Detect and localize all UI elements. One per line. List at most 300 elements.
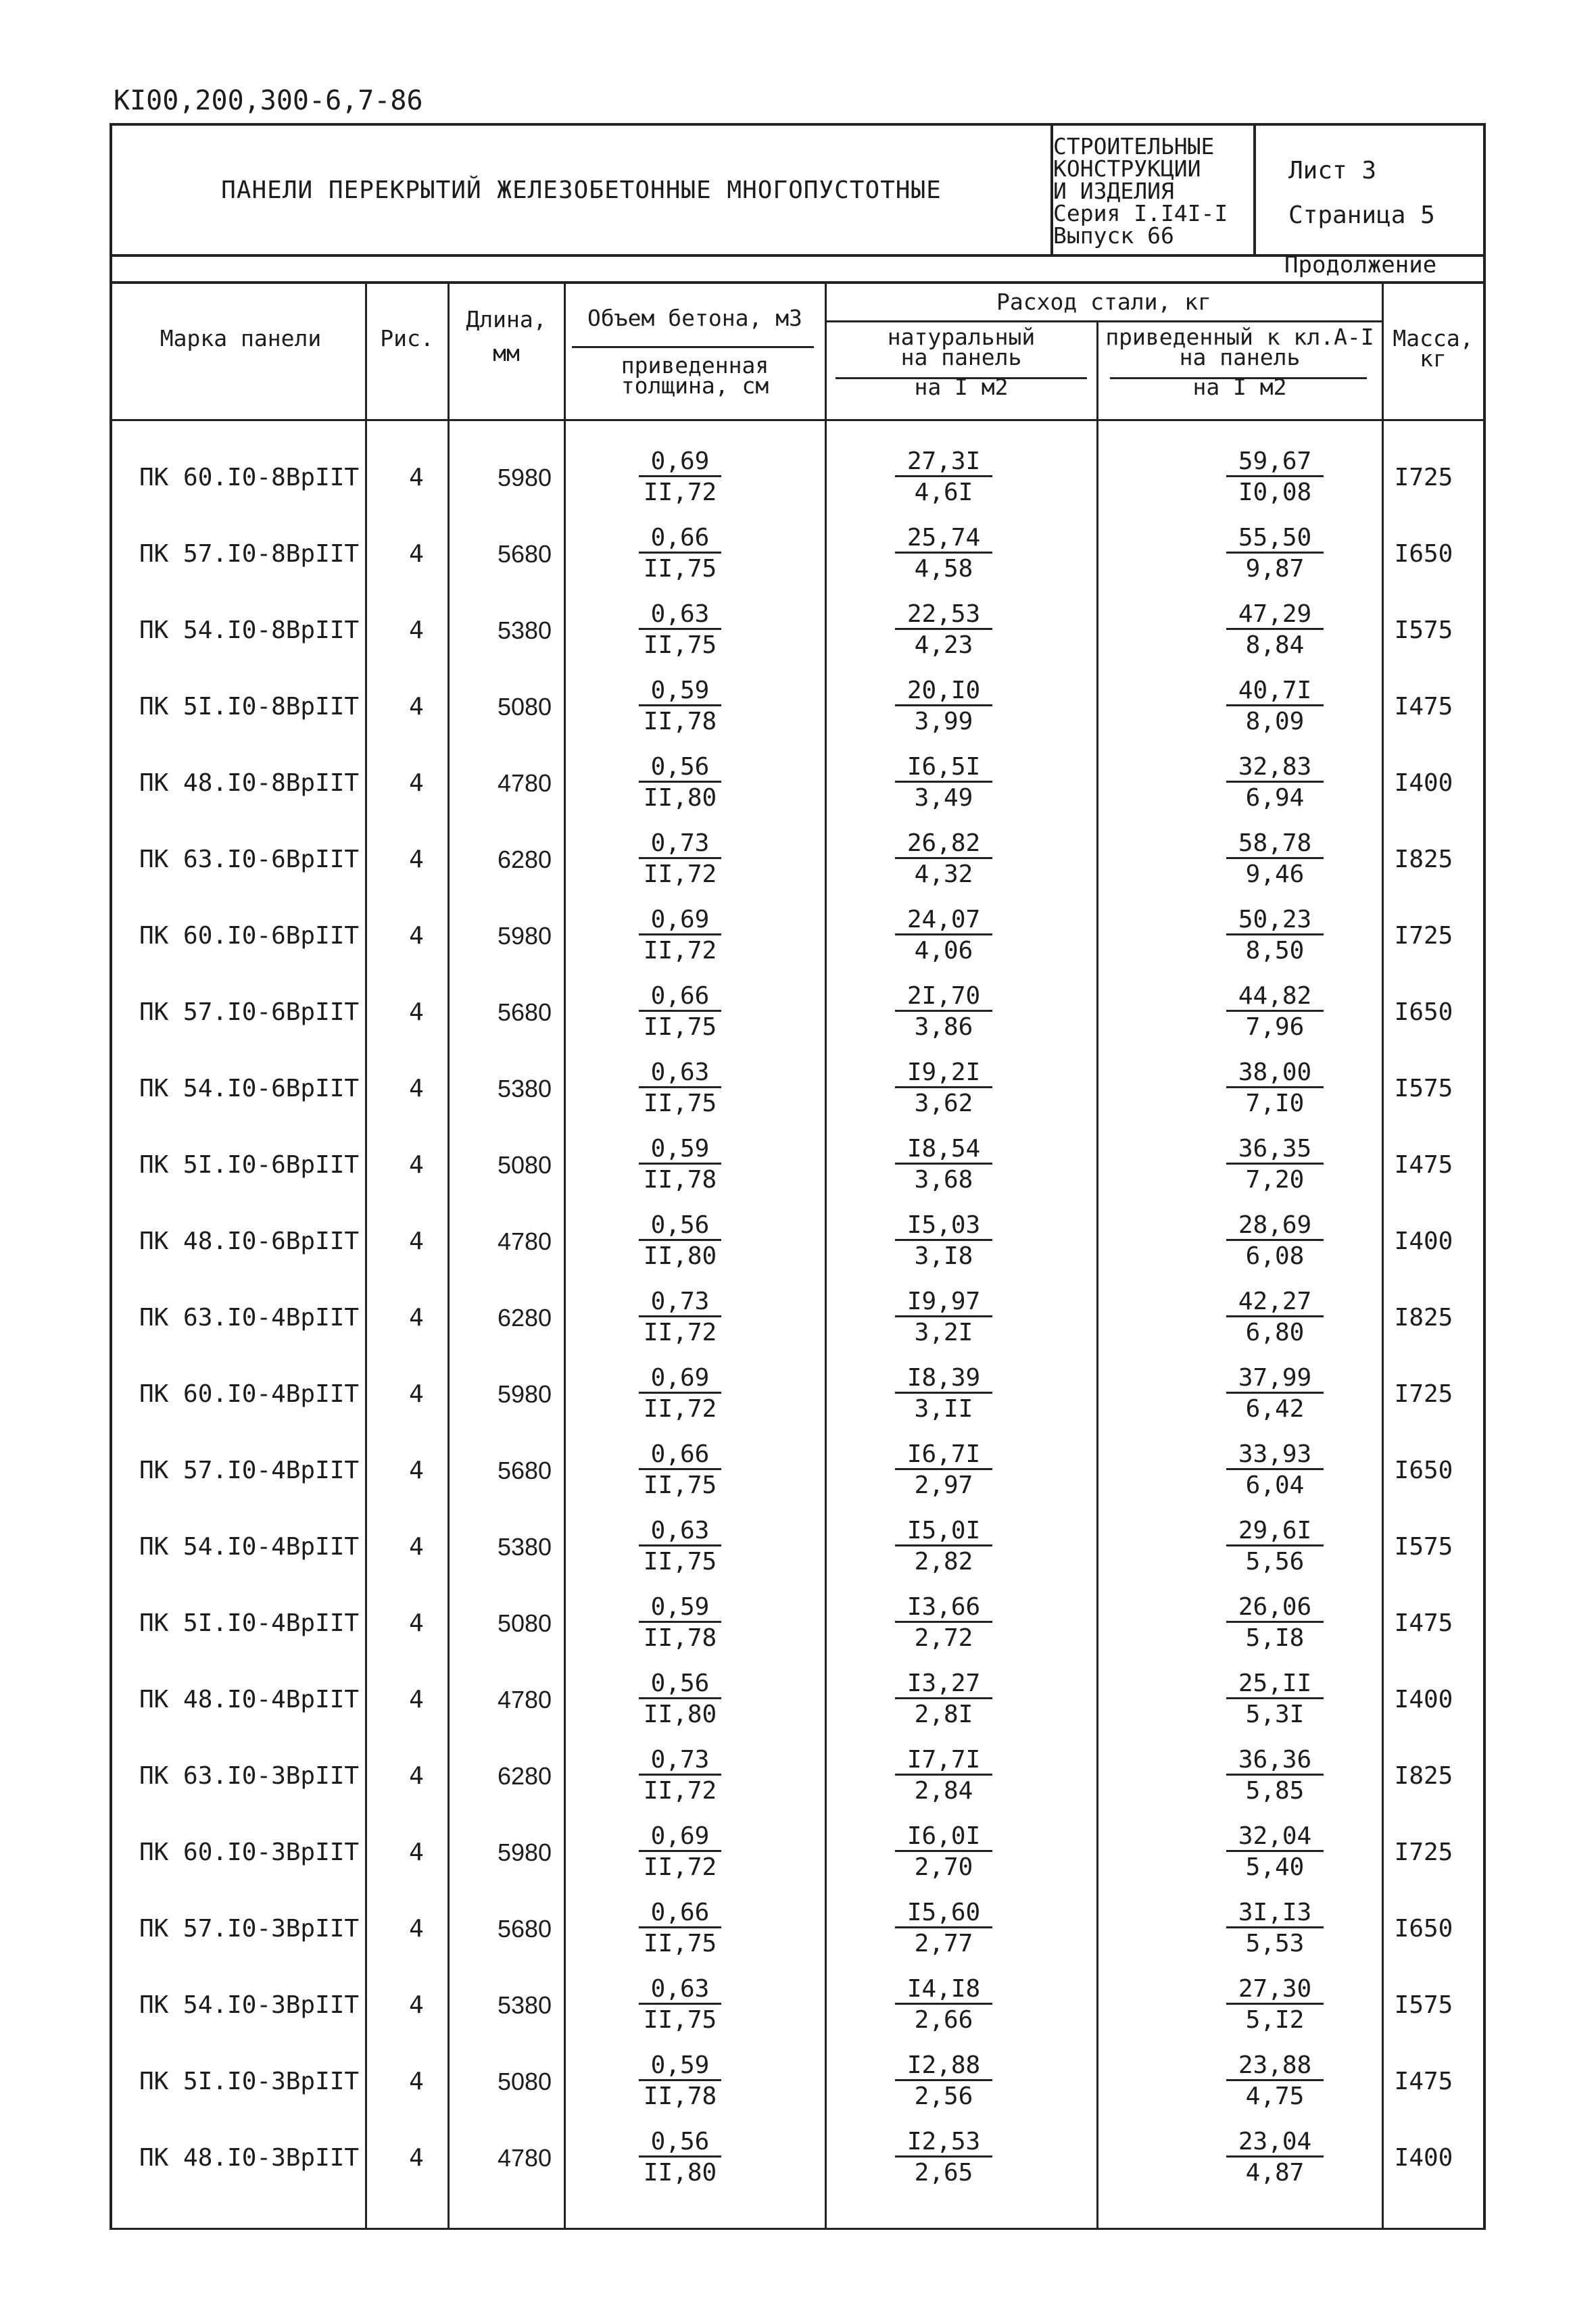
steel-natural	[842, 524, 1045, 585]
panel-mark: ПК 48.I0-6ВрIIТ	[139, 1227, 360, 1255]
steel-reduced-panel: 3I,I3	[1226, 1899, 1324, 1928]
figure-number: 4	[409, 1075, 424, 1102]
steel-natural-m2: 2,77	[914, 1930, 973, 1957]
panel-mass: I475	[1394, 2068, 1453, 2095]
thickness-value: II,72	[643, 1853, 717, 1881]
table-row	[112, 524, 1483, 591]
steel-natural-m2: 2,97	[914, 1471, 973, 1499]
figure-number: 4	[409, 1380, 424, 1408]
panel-mass: I825	[1394, 1304, 1453, 1332]
steel-reduced	[1174, 1058, 1376, 1119]
col-mass	[1383, 325, 1483, 372]
steel-natural	[842, 1670, 1045, 1730]
steel-reduced	[1174, 600, 1376, 661]
thickness-value: II,75	[643, 555, 717, 583]
steel-reduced-m2: 6,42	[1245, 1395, 1305, 1423]
table-row	[112, 1899, 1483, 1966]
panel-mass: I725	[1394, 1838, 1453, 1866]
steel-reduced	[1174, 1822, 1376, 1883]
table-row	[112, 2051, 1483, 2119]
volume-value: 0,73	[639, 830, 722, 859]
table-row	[112, 1593, 1483, 1661]
header-bottom-rule	[112, 419, 1483, 421]
concrete-volume	[579, 2051, 781, 2112]
steel-reduced-panel: 47,29	[1226, 601, 1324, 630]
col-thickness-line: приведенная	[621, 352, 769, 379]
panel-length: 6280	[497, 846, 552, 873]
table-row	[112, 1211, 1483, 1279]
steel-reduced-m2: 4,87	[1245, 2159, 1305, 2187]
steel-reduced-m2: 7,I0	[1245, 1090, 1305, 1117]
col-mass-line: Масса,	[1393, 325, 1474, 351]
steel-natural	[842, 1058, 1045, 1119]
steel-natural-m2: 4,32	[914, 860, 973, 888]
concrete-volume	[579, 600, 781, 661]
document-title: ПАНЕЛИ ПЕРЕКРЫТИЙ ЖЕЛЕЗОБЕТОННЫЕ МНОГОПУСТОТНЫЕ	[112, 126, 1053, 254]
steel-natural-m2: 2,56	[914, 2082, 973, 2110]
table-row	[112, 1364, 1483, 1432]
volume-value: 0,63	[639, 1976, 722, 2005]
col-reduced-line: на панель	[1179, 344, 1301, 370]
table-row	[112, 1822, 1483, 1890]
panel-mass: I575	[1394, 1533, 1453, 1561]
panel-mass: I475	[1394, 1609, 1453, 1637]
steel-reduced	[1174, 1135, 1376, 1196]
steel-natural	[842, 2128, 1045, 2189]
steel-natural-m2: 3,68	[914, 1166, 973, 1194]
steel-natural-panel: I6,5I	[895, 754, 992, 783]
concrete-volume	[579, 2128, 781, 2189]
steel-natural	[842, 1211, 1045, 1272]
steel-reduced-panel: 58,78	[1226, 830, 1324, 859]
panel-length: 5380	[497, 1075, 552, 1102]
steel-natural-panel: 27,3I	[895, 448, 992, 477]
steel-reduced-panel: 28,69	[1226, 1212, 1324, 1241]
table-frame	[110, 123, 1486, 2230]
panel-length: 5980	[497, 464, 552, 491]
series-block	[1053, 135, 1249, 247]
steel-reduced-m2: 7,96	[1245, 1013, 1305, 1041]
steel-natural	[842, 1975, 1045, 2036]
figure-number: 4	[409, 693, 424, 721]
panel-length: 5080	[497, 1151, 552, 1179]
thickness-value: II,80	[643, 2159, 717, 2187]
steel-reduced-panel: 23,88	[1226, 2052, 1324, 2081]
steel-reduced-panel: 25,II	[1226, 1670, 1324, 1699]
figure-number: 4	[409, 1762, 424, 1790]
steel-reduced	[1174, 1440, 1376, 1501]
steel-natural-m2: 3,II	[914, 1395, 973, 1423]
volume-value: 0,69	[639, 906, 722, 935]
panel-mark: ПК 63.I0-6ВрIIТ	[139, 846, 360, 873]
steel-reduced	[1174, 1364, 1376, 1425]
steel-natural-m2: 4,6I	[914, 479, 973, 506]
table-row	[112, 982, 1483, 1050]
steel-reduced	[1174, 1746, 1376, 1807]
steel-natural-m2: 4,06	[914, 937, 973, 965]
concrete-volume	[579, 829, 781, 890]
concrete-volume	[579, 524, 781, 585]
concrete-volume	[579, 1288, 781, 1348]
panel-mass: I650	[1394, 1915, 1453, 1943]
steel-natural	[842, 600, 1045, 661]
steel-natural	[842, 1440, 1045, 1501]
steel-reduced	[1174, 906, 1376, 967]
thickness-value: II,78	[643, 1166, 717, 1194]
figure-number: 4	[409, 1533, 424, 1561]
title-block	[112, 126, 1483, 257]
series-line: И ИЗДЕЛИЯ	[1053, 178, 1174, 204]
panel-length: 5080	[497, 2068, 552, 2095]
col-reduced-line: приведенный к кл.А-I	[1105, 324, 1374, 350]
volume-value: 0,56	[639, 754, 722, 783]
steel-reduced-panel: 44,82	[1226, 983, 1324, 1012]
thickness-value: II,72	[643, 479, 717, 506]
table-row	[112, 1058, 1483, 1126]
panel-length: 5980	[497, 922, 552, 950]
divider	[825, 320, 1382, 322]
panel-mark: ПК 5I.I0-4ВрIIТ	[139, 1609, 360, 1637]
concrete-volume	[579, 1975, 781, 2036]
thickness-value: II,75	[643, 631, 717, 659]
table-row	[112, 2128, 1483, 2195]
steel-reduced-panel: 36,36	[1226, 1747, 1324, 1776]
figure-number: 4	[409, 1915, 424, 1943]
figure-number: 4	[409, 540, 424, 568]
steel-natural-m2: 2,72	[914, 1624, 973, 1652]
volume-value: 0,56	[639, 2128, 722, 2158]
steel-natural-panel: I3,27	[895, 1670, 992, 1699]
steel-natural-panel: I5,0I	[895, 1517, 992, 1546]
thickness-value: II,78	[643, 2082, 717, 2110]
steel-reduced	[1174, 2051, 1376, 2112]
steel-natural-m2: 2,8I	[914, 1701, 973, 1728]
steel-reduced-m2: 5,85	[1245, 1777, 1305, 1805]
steel-reduced	[1174, 1670, 1376, 1730]
panel-mark: ПК 57.I0-8ВрIIТ	[139, 540, 360, 568]
steel-reduced	[1174, 1975, 1376, 2036]
steel-natural	[842, 1288, 1045, 1348]
steel-reduced-m2: 5,I8	[1245, 1624, 1305, 1652]
volume-value: 0,69	[639, 448, 722, 477]
steel-natural	[842, 753, 1045, 814]
steel-reduced-m2: 8,84	[1245, 631, 1305, 659]
volume-value: 0,69	[639, 1365, 722, 1394]
volume-value: 0,59	[639, 1594, 722, 1623]
volume-value: 0,66	[639, 525, 722, 554]
steel-natural	[842, 1517, 1045, 1578]
steel-reduced-m2: 9,46	[1245, 860, 1305, 888]
figure-number: 4	[409, 998, 424, 1026]
series-line: Серия I.I4I-I	[1053, 200, 1228, 226]
panel-mark: ПК 48.I0-8ВрIIТ	[139, 769, 360, 797]
steel-reduced	[1174, 1899, 1376, 1959]
thickness-value: II,78	[643, 1624, 717, 1652]
panel-mass: I400	[1394, 1686, 1453, 1713]
series-line: Выпуск 66	[1053, 222, 1174, 249]
panel-mark: ПК 54.I0-6ВрIIТ	[139, 1075, 360, 1102]
thickness-value: II,75	[643, 1930, 717, 1957]
panel-mark: ПК 54.I0-4ВрIIТ	[139, 1533, 360, 1561]
steel-reduced	[1174, 447, 1376, 508]
col-figure: Рис.	[380, 325, 434, 351]
panel-mark: ПК 54.I0-3ВрIIТ	[139, 1991, 360, 2019]
series-line: КОНСТРУКЦИИ	[1053, 155, 1201, 182]
steel-reduced-panel: 59,67	[1226, 448, 1324, 477]
steel-reduced-m2: 7,20	[1245, 1166, 1305, 1194]
thickness-value: II,72	[643, 1395, 717, 1423]
steel-natural-panel: I4,I8	[895, 1976, 992, 2005]
steel-natural	[842, 1746, 1045, 1807]
steel-natural	[842, 1593, 1045, 1654]
steel-natural	[842, 2051, 1045, 2112]
panel-mark: ПК 48.I0-4ВрIIТ	[139, 1686, 360, 1713]
table-row	[112, 753, 1483, 821]
sheet-number: Лист 3	[1288, 157, 1377, 185]
steel-natural-panel: I6,0I	[895, 1823, 992, 1852]
divider	[572, 346, 814, 348]
figure-number: 4	[409, 922, 424, 950]
panel-length: 4780	[497, 769, 552, 797]
panel-mass: I825	[1394, 1762, 1453, 1790]
panel-mark: ПК 5I.I0-8ВрIIТ	[139, 693, 360, 721]
table-row	[112, 677, 1483, 744]
panel-mark: ПК 60.I0-3ВрIIТ	[139, 1838, 360, 1866]
concrete-volume	[579, 1440, 781, 1501]
panel-length: 6280	[497, 1762, 552, 1790]
steel-natural	[842, 1822, 1045, 1883]
steel-reduced-m2: 6,94	[1245, 784, 1305, 812]
col-thickness	[565, 352, 825, 399]
continuation-band	[112, 254, 1483, 284]
steel-natural	[842, 906, 1045, 967]
panel-length: 5980	[497, 1380, 552, 1408]
thickness-value: II,75	[643, 1548, 717, 1576]
table-row	[112, 1746, 1483, 1813]
steel-natural-m2: 3,62	[914, 1090, 973, 1117]
steel-reduced-m2: 4,75	[1245, 2082, 1305, 2110]
concrete-volume	[579, 1211, 781, 1272]
table-row	[112, 447, 1483, 515]
figure-number: 4	[409, 1457, 424, 1484]
col-mass-unit: кг	[1420, 345, 1447, 372]
panel-mark: ПК 60.I0-6ВрIIТ	[139, 922, 360, 950]
volume-value: 0,63	[639, 1517, 722, 1546]
panel-mass: I400	[1394, 769, 1453, 797]
steel-natural-panel: 26,82	[895, 830, 992, 859]
steel-reduced	[1174, 982, 1376, 1043]
panel-length: 4780	[497, 1686, 552, 1713]
steel-reduced-m2: 5,53	[1245, 1930, 1305, 1957]
steel-reduced-panel: 23,04	[1226, 2128, 1324, 2158]
divider	[564, 284, 566, 419]
table-row	[112, 600, 1483, 668]
steel-reduced-m2: 5,56	[1245, 1548, 1305, 1576]
table-row	[112, 829, 1483, 897]
steel-reduced-m2: 6,80	[1245, 1319, 1305, 1346]
panel-mass: I650	[1394, 540, 1453, 568]
figure-number: 4	[409, 1991, 424, 2019]
panel-mass: I400	[1394, 2144, 1453, 2172]
steel-reduced-panel: 50,23	[1226, 906, 1324, 935]
panel-length: 5380	[497, 1991, 552, 2019]
steel-reduced	[1174, 753, 1376, 814]
concrete-volume	[579, 906, 781, 967]
page-number: Страница 5	[1288, 201, 1435, 229]
steel-natural-panel: 25,74	[895, 525, 992, 554]
figure-number: 4	[409, 1227, 424, 1255]
table-row	[112, 1517, 1483, 1584]
thickness-value: II,72	[643, 860, 717, 888]
steel-natural-panel: 20,I0	[895, 677, 992, 706]
steel-reduced	[1174, 1517, 1376, 1578]
col-natural-line: на панель	[900, 344, 1022, 370]
steel-natural-m2: 3,86	[914, 1013, 973, 1041]
figure-number: 4	[409, 846, 424, 873]
steel-reduced-m2: 5,I2	[1245, 2006, 1305, 2034]
table-row	[112, 906, 1483, 973]
thickness-value: II,80	[643, 1701, 717, 1728]
thickness-value: II,80	[643, 784, 717, 812]
concrete-volume	[579, 677, 781, 737]
panel-mark: ПК 57.I0-4ВрIIТ	[139, 1457, 360, 1484]
steel-natural-panel: I2,88	[895, 2052, 992, 2081]
volume-value: 0,73	[639, 1288, 722, 1317]
figure-number: 4	[409, 769, 424, 797]
concrete-volume	[579, 1135, 781, 1196]
steel-reduced-panel: 32,83	[1226, 754, 1324, 783]
steel-natural-panel: I5,03	[895, 1212, 992, 1241]
volume-value: 0,59	[639, 1136, 722, 1165]
col-reduced-unit: на I м2	[1192, 374, 1287, 400]
steel-reduced-panel: 27,30	[1226, 1976, 1324, 2005]
panel-mark: ПК 60.I0-4ВрIIТ	[139, 1380, 360, 1408]
table-row	[112, 1440, 1483, 1508]
steel-natural-panel: I8,39	[895, 1365, 992, 1394]
panel-mark: ПК 63.I0-3ВрIIТ	[139, 1762, 360, 1790]
steel-natural-m2: 2,84	[914, 1777, 973, 1805]
steel-reduced	[1174, 1211, 1376, 1272]
panel-length: 5680	[497, 540, 552, 568]
thickness-value: II,72	[643, 937, 717, 965]
steel-natural	[842, 829, 1045, 890]
panel-length: 4780	[497, 1227, 552, 1255]
divider	[365, 284, 367, 419]
steel-natural-m2: 2,66	[914, 2006, 973, 2034]
volume-value: 0,59	[639, 677, 722, 706]
figure-number: 4	[409, 2144, 424, 2172]
volume-value: 0,56	[639, 1670, 722, 1699]
figure-number: 4	[409, 2068, 424, 2095]
concrete-volume	[579, 1746, 781, 1807]
steel-natural	[842, 1899, 1045, 1959]
panel-mass: I650	[1394, 998, 1453, 1026]
steel-reduced-m2: 9,87	[1245, 555, 1305, 583]
steel-reduced-panel: 36,35	[1226, 1136, 1324, 1165]
steel-natural-panel: 2I,70	[895, 983, 992, 1012]
figure-number: 4	[409, 616, 424, 644]
steel-natural-panel: I8,54	[895, 1136, 992, 1165]
figure-number: 4	[409, 1304, 424, 1332]
volume-value: 0,63	[639, 1059, 722, 1088]
series-line: СТРОИТЕЛЬНЫЕ	[1053, 133, 1215, 160]
col-reduced	[1098, 324, 1382, 400]
steel-natural-panel: I9,97	[895, 1288, 992, 1317]
figure-number: 4	[409, 1151, 424, 1179]
concrete-volume	[579, 753, 781, 814]
steel-reduced-m2: 8,50	[1245, 937, 1305, 965]
steel-natural-panel: I6,7I	[895, 1441, 992, 1470]
divider	[1253, 126, 1256, 254]
volume-value: 0,56	[639, 1212, 722, 1241]
steel-reduced-panel: 42,27	[1226, 1288, 1324, 1317]
steel-natural	[842, 677, 1045, 737]
steel-reduced-panel: 40,7I	[1226, 677, 1324, 706]
panel-mass: I825	[1394, 846, 1453, 873]
steel-natural-m2: 3,99	[914, 708, 973, 735]
thickness-value: II,80	[643, 1242, 717, 1270]
steel-reduced-panel: 37,99	[1226, 1365, 1324, 1394]
concrete-volume	[579, 1364, 781, 1425]
thickness-value: II,75	[643, 1013, 717, 1041]
concrete-volume	[579, 1899, 781, 1959]
steel-reduced-panel: 26,06	[1226, 1594, 1324, 1623]
panel-length: 4780	[497, 2144, 552, 2172]
panel-length: 5380	[497, 616, 552, 644]
col-length	[449, 306, 564, 366]
volume-value: 0,73	[639, 1747, 722, 1776]
panel-mass: I575	[1394, 1991, 1453, 2019]
steel-natural	[842, 1364, 1045, 1425]
thickness-value: II,75	[643, 1471, 717, 1499]
panel-mark: ПК 60.I0-8ВрIIТ	[139, 464, 360, 491]
steel-natural-panel: I2,53	[895, 2128, 992, 2158]
steel-reduced-panel: 32,04	[1226, 1823, 1324, 1852]
panel-length: 6280	[497, 1304, 552, 1332]
panel-length: 5080	[497, 1609, 552, 1637]
col-thickness-line: толщина, см	[621, 372, 769, 399]
col-natural-line: натуральный	[887, 324, 1036, 350]
steel-reduced	[1174, 829, 1376, 890]
steel-reduced	[1174, 677, 1376, 737]
volume-value: 0,59	[639, 2052, 722, 2081]
steel-reduced-m2: I0,08	[1238, 479, 1312, 506]
steel-natural-m2: 3,2I	[914, 1319, 973, 1346]
concrete-volume	[579, 1517, 781, 1578]
steel-reduced-m2: 5,40	[1245, 1853, 1305, 1881]
thickness-value: II,75	[643, 1090, 717, 1117]
steel-reduced-m2: 5,3I	[1245, 1701, 1305, 1728]
table-row	[112, 1670, 1483, 1737]
panel-length: 5380	[497, 1533, 552, 1561]
steel-natural	[842, 982, 1045, 1043]
panel-length: 5680	[497, 1915, 552, 1943]
panel-length: 5980	[497, 1838, 552, 1866]
steel-natural	[842, 447, 1045, 508]
panel-mark: ПК 5I.I0-3ВрIIТ	[139, 2068, 360, 2095]
volume-value: 0,66	[639, 983, 722, 1012]
steel-reduced-m2: 6,04	[1245, 1471, 1305, 1499]
volume-value: 0,66	[639, 1441, 722, 1470]
panel-length: 5680	[497, 998, 552, 1026]
volume-value: 0,66	[639, 1899, 722, 1928]
steel-natural-panel: I5,60	[895, 1899, 992, 1928]
concrete-volume	[579, 982, 781, 1043]
steel-reduced	[1174, 1288, 1376, 1348]
continuation-label: Продолжение	[1284, 251, 1437, 278]
thickness-value: II,75	[643, 2006, 717, 2034]
panel-mark: ПК 63.I0-4ВрIIТ	[139, 1304, 360, 1332]
